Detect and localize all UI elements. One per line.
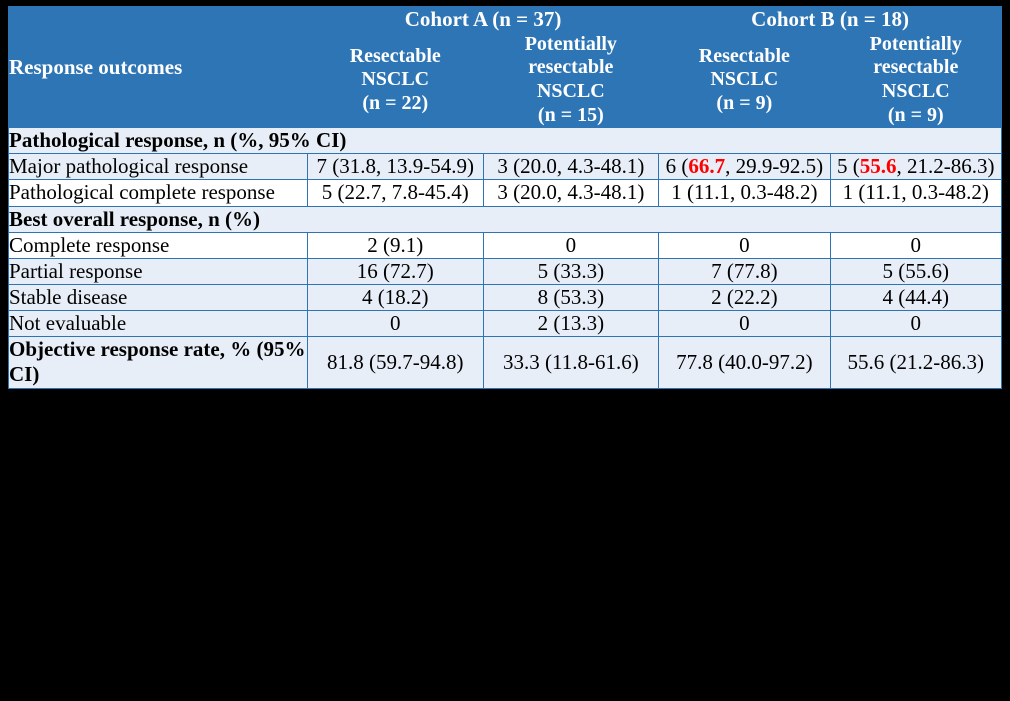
header-col-a-resectable-l2: NSCLC xyxy=(361,68,430,91)
cell-cr-a-potential: 0 xyxy=(483,232,659,258)
header-col-b-pot-l3: NSCLC xyxy=(881,79,950,102)
cell-pcr-a-resectable: 5 (22.7, 7.8-45.4) xyxy=(307,180,483,206)
cell-cr-b-resectable: 0 xyxy=(659,232,830,258)
row-label-major-pathological-response: Major pathological response xyxy=(9,154,308,180)
row-label-not-evaluable: Not evaluable xyxy=(9,311,308,337)
header-col-a-pot-l4: (n = 15) xyxy=(537,103,604,126)
cell-orr-b-potential: 55.6 (21.2-86.3) xyxy=(830,337,1001,388)
header-col-a-pot-l2: resectable xyxy=(528,56,614,79)
table-body xyxy=(9,128,1002,389)
section-header-row xyxy=(9,206,1002,232)
table-header xyxy=(9,7,1002,128)
cell-ne-a-potential: 2 (13.3) xyxy=(483,311,659,337)
cell-sd-a-resectable: 4 (18.2) xyxy=(307,284,483,310)
header-col-a-potentially-resectable xyxy=(483,32,659,127)
header-col-b-pot-l4: (n = 9) xyxy=(887,103,944,126)
cell-sd-b-resectable: 2 (22.2) xyxy=(659,284,830,310)
cell-mpr-b-potential xyxy=(830,154,1001,180)
section-title-best-overall-response: Best overall response, n (%) xyxy=(9,206,1002,232)
row-label-complete-response: Complete response xyxy=(9,232,308,258)
cell-ne-b-potential: 0 xyxy=(830,311,1001,337)
header-cohort-row xyxy=(9,7,1002,33)
section-header-row xyxy=(9,128,1002,154)
cell-orr-a-resectable: 81.8 (59.7-94.8) xyxy=(307,337,483,388)
cell-mpr-b-resectable-post: , 29.9-92.5) xyxy=(725,154,824,179)
table-row xyxy=(9,232,1002,258)
row-label-pathological-complete-response: Pathological complete response xyxy=(9,180,308,206)
cell-pcr-a-potential: 3 (20.0, 4.3-48.1) xyxy=(483,180,659,206)
cell-orr-a-potential: 33.3 (11.8-61.6) xyxy=(483,337,659,388)
table-row xyxy=(9,258,1002,284)
cell-mpr-b-resectable xyxy=(659,154,830,180)
cell-pr-b-potential: 5 (55.6) xyxy=(830,258,1001,284)
cell-mpr-b-resectable-highlight: 66.7 xyxy=(688,154,726,179)
header-cohort-b: Cohort B (n = 18) xyxy=(659,7,1002,33)
table-row xyxy=(9,180,1002,206)
row-label-stable-disease: Stable disease xyxy=(9,284,308,310)
cell-orr-b-resectable: 77.8 (40.0-97.2) xyxy=(659,337,830,388)
cell-mpr-b-potential-post: , 21.2-86.3) xyxy=(896,154,995,179)
cell-sd-b-potential: 4 (44.4) xyxy=(830,284,1001,310)
table-row-objective-response-rate xyxy=(9,337,1002,388)
header-response-outcomes: Response outcomes xyxy=(9,7,308,128)
header-cohort-a: Cohort A (n = 37) xyxy=(307,7,658,33)
cell-pcr-b-resectable: 1 (11.1, 0.3-48.2) xyxy=(659,180,830,206)
cell-sd-a-potential: 8 (53.3) xyxy=(483,284,659,310)
row-label-partial-response: Partial response xyxy=(9,258,308,284)
header-col-b-resectable xyxy=(659,32,830,127)
header-col-a-resectable-l1: Resectable xyxy=(349,44,441,67)
cell-mpr-b-potential-highlight: 55.6 xyxy=(859,154,897,179)
response-outcomes-table xyxy=(8,6,1002,389)
header-col-b-resectable-l3: (n = 9) xyxy=(716,91,773,114)
cell-ne-b-resectable: 0 xyxy=(659,311,830,337)
cell-mpr-b-resectable-pre: 6 ( xyxy=(665,154,689,179)
header-col-a-resectable xyxy=(307,32,483,127)
header-col-b-resectable-l2: NSCLC xyxy=(710,68,779,91)
header-col-b-pot-l2: resectable xyxy=(873,56,959,79)
section-title-pathological-response: Pathological response, n (%, 95% CI) xyxy=(9,128,1002,154)
header-col-a-resectable-l3: (n = 22) xyxy=(362,91,429,114)
cell-mpr-b-potential-pre: 5 ( xyxy=(837,154,860,179)
header-col-b-resectable-l1: Resectable xyxy=(698,44,790,67)
cell-mpr-a-resectable: 7 (31.8, 13.9-54.9) xyxy=(307,154,483,180)
cell-cr-a-resectable: 2 (9.1) xyxy=(307,232,483,258)
cell-mpr-a-potential: 3 (20.0, 4.3-48.1) xyxy=(483,154,659,180)
cell-pcr-b-potential: 1 (11.1, 0.3-48.2) xyxy=(830,180,1001,206)
table-row xyxy=(9,284,1002,310)
cell-pr-a-potential: 5 (33.3) xyxy=(483,258,659,284)
header-col-a-pot-l3: NSCLC xyxy=(536,79,605,102)
header-col-a-pot-l1: Potentially xyxy=(524,32,617,55)
cell-ne-a-resectable: 0 xyxy=(307,311,483,337)
row-label-objective-response-rate: Objective response rate, % (95% CI) xyxy=(9,337,306,387)
table-row xyxy=(9,154,1002,180)
table-row xyxy=(9,311,1002,337)
header-col-b-potentially-resectable xyxy=(830,32,1001,127)
cell-pr-a-resectable: 16 (72.7) xyxy=(307,258,483,284)
cell-cr-b-potential: 0 xyxy=(830,232,1001,258)
header-col-b-pot-l1: Potentially xyxy=(869,32,962,55)
cell-pr-b-resectable: 7 (77.8) xyxy=(659,258,830,284)
